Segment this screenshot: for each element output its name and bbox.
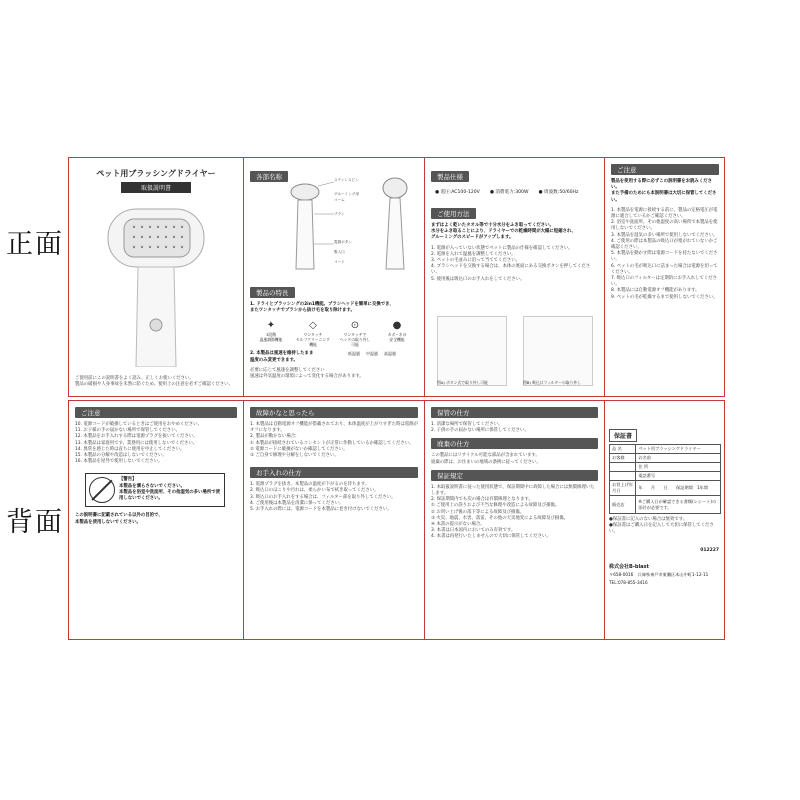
temp-low: 低温風: [348, 351, 360, 357]
warranty-card-title: 保証書: [609, 429, 637, 442]
cover-subtitle: 取扱説明書: [121, 182, 191, 193]
disposal-text: この製品にはリサイクル可能な部品が含まれています。 廃棄の際は、お住まいの地域の条例に従ってください。: [431, 453, 541, 465]
warning-title: 【警告】: [119, 477, 137, 483]
clean-icon: ◇: [309, 320, 317, 332]
features-icons: [250, 320, 418, 347]
storage-text: 1. 清潔な場所で保管してください。 2. 子供の手の届かない場所に保管してください。: [431, 422, 529, 434]
caution-back-footer: この説明書に記載されている以外の目的で、 本製品を使用しないでください。: [75, 513, 163, 525]
temp-high: 高温風: [384, 351, 396, 357]
caution-front-header: ご注意: [611, 164, 719, 175]
temp-mid: 中温風: [366, 351, 378, 357]
warranty-table: 品 名 ペット用ブラッシングドライヤー お客様 お名前 住 所 電話番号 お買上げ年月日 年 月 日 保証期間 1年間 販売店 ※ご購入日が確認できる書類(レシート)の添付が必要です。: [609, 444, 721, 514]
trouble-care-panel: [244, 401, 424, 639]
figure-a: [437, 316, 507, 386]
warranty-notes: ●保証書に記入のない場合は無効です。 ●保証書はご購入日を記入して大切に保管してください。: [609, 517, 714, 535]
part-label-1: ステンレスピン: [334, 178, 359, 182]
warranty-card-panel: [605, 401, 725, 639]
part-label-4: ブラシ: [334, 212, 345, 216]
back-side-label: 背面: [6, 507, 64, 538]
parts-header: 各部名称: [250, 171, 288, 182]
storage-panel: [425, 401, 604, 639]
customer-address-field[interactable]: 住 所: [636, 463, 721, 472]
feature-safety: ● カボーネの 安全機能: [380, 320, 414, 347]
cover-note: ご使用前にこの説明書をよく読み、正しくお使いください。 製品の破損や人身事故を未然に防ぐため、使用上の注意を必ずご確認ください。: [75, 376, 233, 388]
front-sheet: [68, 157, 725, 397]
company-name: 株式会社B-blast: [609, 563, 649, 570]
part-label-2: グルーミング用: [334, 192, 359, 196]
feature-head: ⊙ ワンタッチで ヘッドの取り外し可能: [339, 320, 371, 348]
caution-back-header: ご注意: [75, 407, 237, 418]
front-side-label: 正面: [6, 229, 64, 260]
parts-diagram: [250, 174, 420, 274]
company-tel: TEL:078-855-3416: [609, 579, 648, 585]
features-text-2: 2. 本製品は風速を維持したまま 温度のみ変更できます。: [250, 351, 314, 363]
usage-header: ご使用方法: [431, 208, 476, 219]
purchase-date-field[interactable]: 年 月 日 保証期間 1年間: [636, 481, 721, 496]
spec-voltage: ● 電圧:AC100-120V: [435, 190, 480, 195]
features-header: 製品の特長: [250, 287, 295, 298]
caution-front-panel: [605, 158, 725, 396]
caution-front-text: 1. 本製品を電源に接続する前に、製品の定格電圧が電源に適合しているかご確認ください。 2. 浴室や洗面所、その他湿度の高い場所で本製品を使用しないでください。 3. 本製品を湿気の多い場所で使用しないでください。 4. ご使用の際は本製品の吸込口が塞がれていないかご確認ください。 5. 本製品を動かす際は電源コードを持たないでください。 6. ペットの毛が吸込口に詰まった場合は電源を切ってください。 7. 吸込口のフィルターは定期的にお手入れしてください。 8. 本製品には自動電源オフ機能があります。 9. ペットの毛が乾燥するまで使用しないでください。: [611, 207, 718, 300]
fan-icon: ✦: [266, 320, 276, 332]
features-note: 必要に応じて風速を調整してください 風速は外気温度の環境によって変化する場合があります。: [250, 367, 364, 380]
trouble-text: 1. 本製品は自動電源オフ機能が搭載されており、本体温度が上がりすぎた時は電源がオフになります。 2. 製品が動かない場合: ① 本製品が接続されているコンセントが正常に作動しているか確認してください。 ② 電源コードに破損がないか確認してください。 ③ ご自身で修理や分解をしないでください。: [250, 422, 418, 459]
usage-panel: [425, 158, 604, 396]
caution-back-panel: [69, 401, 243, 639]
safety-icon: ●: [392, 320, 402, 332]
cover-title: ペット用ブラッシングドライヤー: [96, 169, 216, 178]
care-header: お手入れの仕方: [250, 467, 418, 478]
caution-front-intro: 製品を使用する際に必ずこの説明書をお読みください。 また予備のためにも本説明書は大切に保管してください。: [611, 179, 717, 203]
care-text: 1. 電源プラグを抜き、本製品の温度が下がるのを待ちます。 2. 吸込口のほこりや汚れは、柔らかい布で拭き取ってください。 3. 吸込口のお手入れをする場合は、フィルター部を取り外してください。 4. ご使用後は本製品を清潔に保ってください。 5. お手入れの際には、電源コードを本製品に巻き付けないでください。: [250, 482, 396, 513]
figure-b-caption: 図B) 吸込口フィルターの取り外し: [523, 380, 581, 385]
store-field[interactable]: ※ご購入日が確認できる書類(レシート)の添付が必要です。: [636, 496, 721, 514]
spec-power: ● 消費電力:300W: [489, 190, 529, 195]
product-name-cell: ペット用ブラッシングドライヤー: [636, 445, 721, 454]
trouble-header: 故障かなと思ったら: [250, 407, 418, 418]
dryer-illustration: [76, 197, 236, 367]
customer-name-field[interactable]: お名前: [636, 454, 721, 463]
warranty-rules-header: 保証規定: [431, 470, 598, 481]
figure-a-caption: 図A) ボタン式で取り外し可能: [437, 380, 488, 385]
feature-temp: ✦ 3段階 温風調節機能: [254, 320, 288, 347]
warranty-rules-text: 1. 本取扱説明書に従った使用状態で、保証期間中に故障した場合には無償修理いたします。 2. 保証期間内でも次の場合は有償修理となります。 ① ご使用上の誤りおよび不当な修理や改造による故障及び損傷。 ② お買い上げ後の落下等による故障及び損傷。 ③ 火災、地震、水害、落雷、その他の天災地変による故障及び損傷。 ④ 本書の提示がない場合。 3. 本書は日本国内においてのみ有効です。 4. 本書は再発行いたしませんので大切に保管してください。: [431, 484, 595, 540]
disposal-header: 廃棄の仕方: [431, 438, 598, 449]
warning-box: [85, 473, 225, 507]
product-code: 012227: [700, 547, 719, 553]
spec-list: [435, 189, 598, 195]
feature-clean: ◇ ワンタッチ セルフクリーニング機能: [296, 320, 330, 348]
spec-frequency: ● 周波数:50/60Hz: [538, 190, 579, 195]
no-water-icon: [89, 477, 115, 503]
usage-steps: 1. 電源が入っていない状態でペットに製品の仕様を確認してください。 2. 電源を入れて温風を調整してください。 3. ペットの毛並みに沿って当ててください。 4. ブラシヘッドを交換する場合は、本体の底面にある交換ボタンを押してください。 5. 使用後は吸込口のお手入れをしてください。: [431, 245, 591, 282]
caution-back-text: 10. 電源コードが破損しているときはご使用をおやめください。 11. お子様の手の届かない場所で保管してください。 12. 本製品をお手入れする際は電源プラグを抜いてください。 13. 本製品は家庭用です。業務用には使用しないでください。 14. 異常を感じた時は直ちに使用を中止してください。 15. 本製品の分解や改造はしないでください。 16. 本製品を屋外で使用しないでください。: [75, 422, 202, 465]
spec-header: 製品仕様: [431, 171, 469, 182]
customer-phone-field[interactable]: 電話番号: [636, 472, 721, 481]
parts-panel: [244, 158, 424, 396]
back-sheet: [68, 400, 725, 640]
part-label-5: 電源ボタン: [334, 240, 352, 244]
features-text: 1. ドライとブラッシングの2in1機能。ブラシヘッドを簡単に交換でき、 またワンタッチでブラシから抜け毛を取り除けます。: [250, 302, 394, 314]
part-label-7: コード: [334, 260, 345, 264]
head-icon: ⊙: [350, 320, 360, 332]
cover-panel: [69, 158, 243, 396]
storage-header: 保管の仕方: [431, 407, 598, 418]
part-label-3: コーム: [334, 198, 345, 202]
warning-text: 本製品を濡らさないでください。 本製品を浴室や洗面所、その他湿気の多い場所で使用しないでください。: [119, 483, 220, 502]
company-address: 〒658-0016 兵庫県神戸市東灘区本山中町1-12-11: [609, 571, 709, 577]
part-label-6: 吸入口: [334, 250, 345, 254]
figure-b: [523, 316, 593, 386]
usage-intro: まずはよく乾いたタオル等で十分水分をふき取ってください。 水分をふき取ることにより、ドライヤーでの乾燥時間が大幅に短縮され、 グルーミングのスピードがアップします。: [431, 223, 577, 241]
